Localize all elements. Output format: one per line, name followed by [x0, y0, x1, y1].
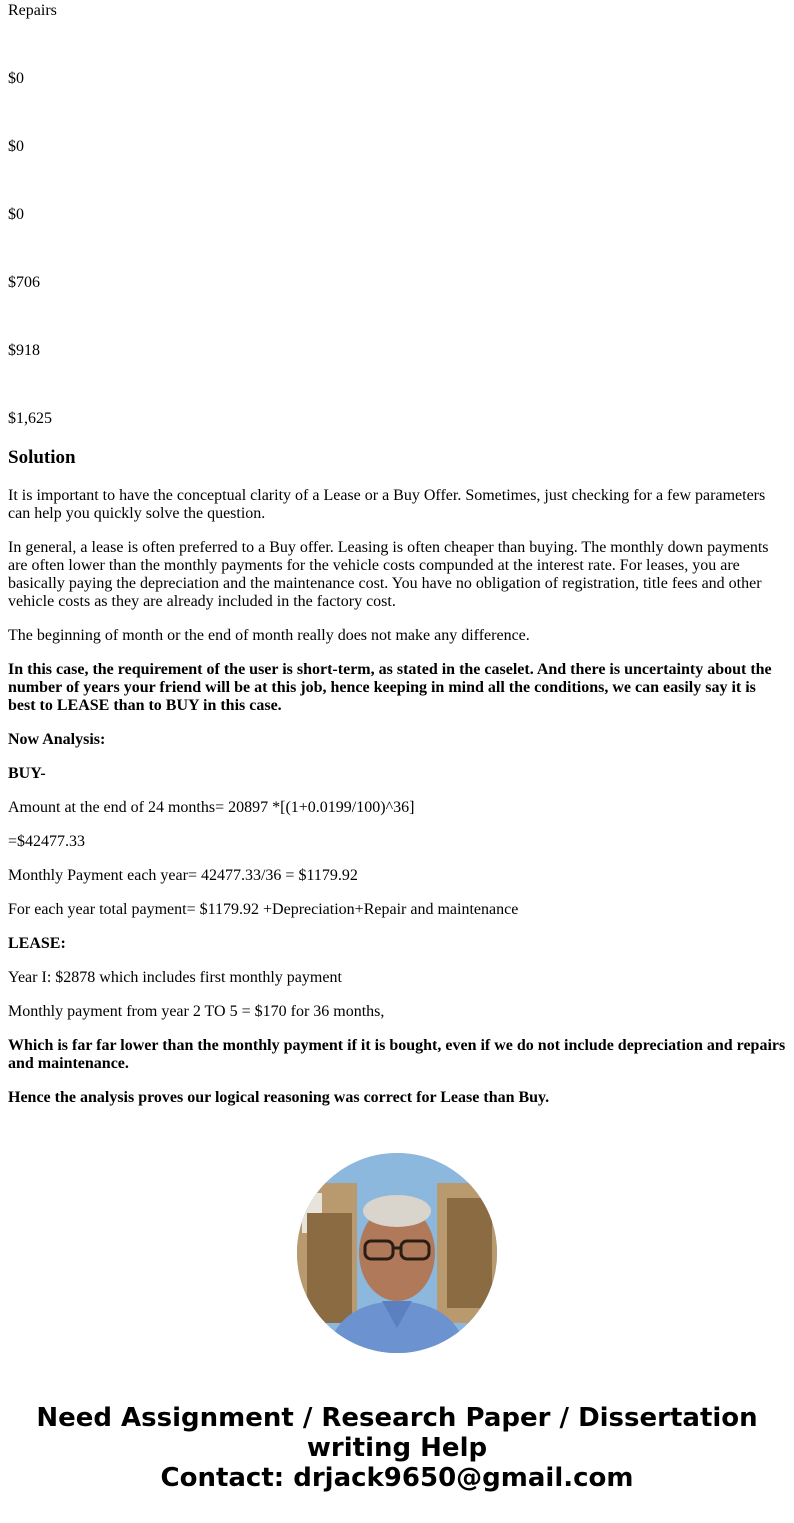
buy-total: =$42477.33: [8, 833, 86, 850]
lease-monthly: Monthly payment from year 2 TO 5 = $170 for 36 months,: [8, 1003, 385, 1020]
paragraph-intro: It is important to have the conceptual clarity of a Lease or a Buy Offer. Sometimes, just checking for a few parameters can help you quickly solve the question.: [8, 487, 766, 522]
repairs-value-5: $918: [8, 342, 40, 359]
buy-yearly: For each year total payment= $1179.92 +Depreciation+Repair and maintenance: [8, 901, 519, 918]
lease-comparison: Which is far far lower than the monthly payment if it is bought, even if we do not include depreciation and repairs and maintenance.: [8, 1037, 786, 1072]
solution-body: [8, 487, 786, 1123]
repairs-value-1: $0: [8, 70, 24, 87]
footer-banner: [0, 1403, 794, 1493]
repairs-value-6: $1,625: [8, 410, 52, 427]
analysis-heading: Now Analysis:: [8, 731, 106, 748]
buy-amount: Amount at the end of 24 months= 20897 *[(1+0.0199/100)^36]: [8, 799, 415, 816]
paragraph-timing: The beginning of month or the end of month really does not make any difference.: [8, 627, 530, 644]
buy-heading: BUY-: [8, 765, 46, 782]
avatar: [297, 1153, 497, 1353]
buy-monthly: Monthly Payment each year= 42477.33/36 = $1179.92: [8, 867, 358, 884]
repairs-value-2: $0: [8, 138, 24, 155]
lease-heading: LEASE:: [8, 935, 66, 952]
final-statement: Hence the analysis proves our logical reasoning was correct for Lease than Buy.: [8, 1089, 550, 1106]
repairs-value-4: $706: [8, 274, 40, 291]
paragraph-conclusion: In this case, the requirement of the user is short-term, as stated in the caselet. And there is uncertainty about the number of years your friend will be at this job, hence keeping in mind all the conditions, we can easily say it is best to LEASE than to BUY in this case.: [8, 661, 772, 714]
solution-heading: Solution: [8, 447, 76, 468]
lease-year-one: Year I: $2878 which includes first monthly payment: [8, 969, 342, 986]
avatar-portrait-icon: [297, 1153, 497, 1353]
repairs-value-3: $0: [8, 206, 24, 223]
footer-help-line: Need Assignment / Research Paper / Dissertation writing Help: [36, 1403, 758, 1463]
repairs-label: Repairs: [8, 2, 57, 19]
footer-contact-line: Contact: drjack9650@gmail.com: [160, 1463, 634, 1493]
paragraph-general: In general, a lease is often preferred to a Buy offer. Leasing is often cheaper than buying. The monthly down payments are often lower than the monthly payments for the vehicle costs compunded at the interest rate. For leases, you are basically paying the depreciation and the maintenance cost. You have no obligation of registration, title fees and other vehicle costs as they are already included in the factory cost.: [8, 539, 769, 610]
